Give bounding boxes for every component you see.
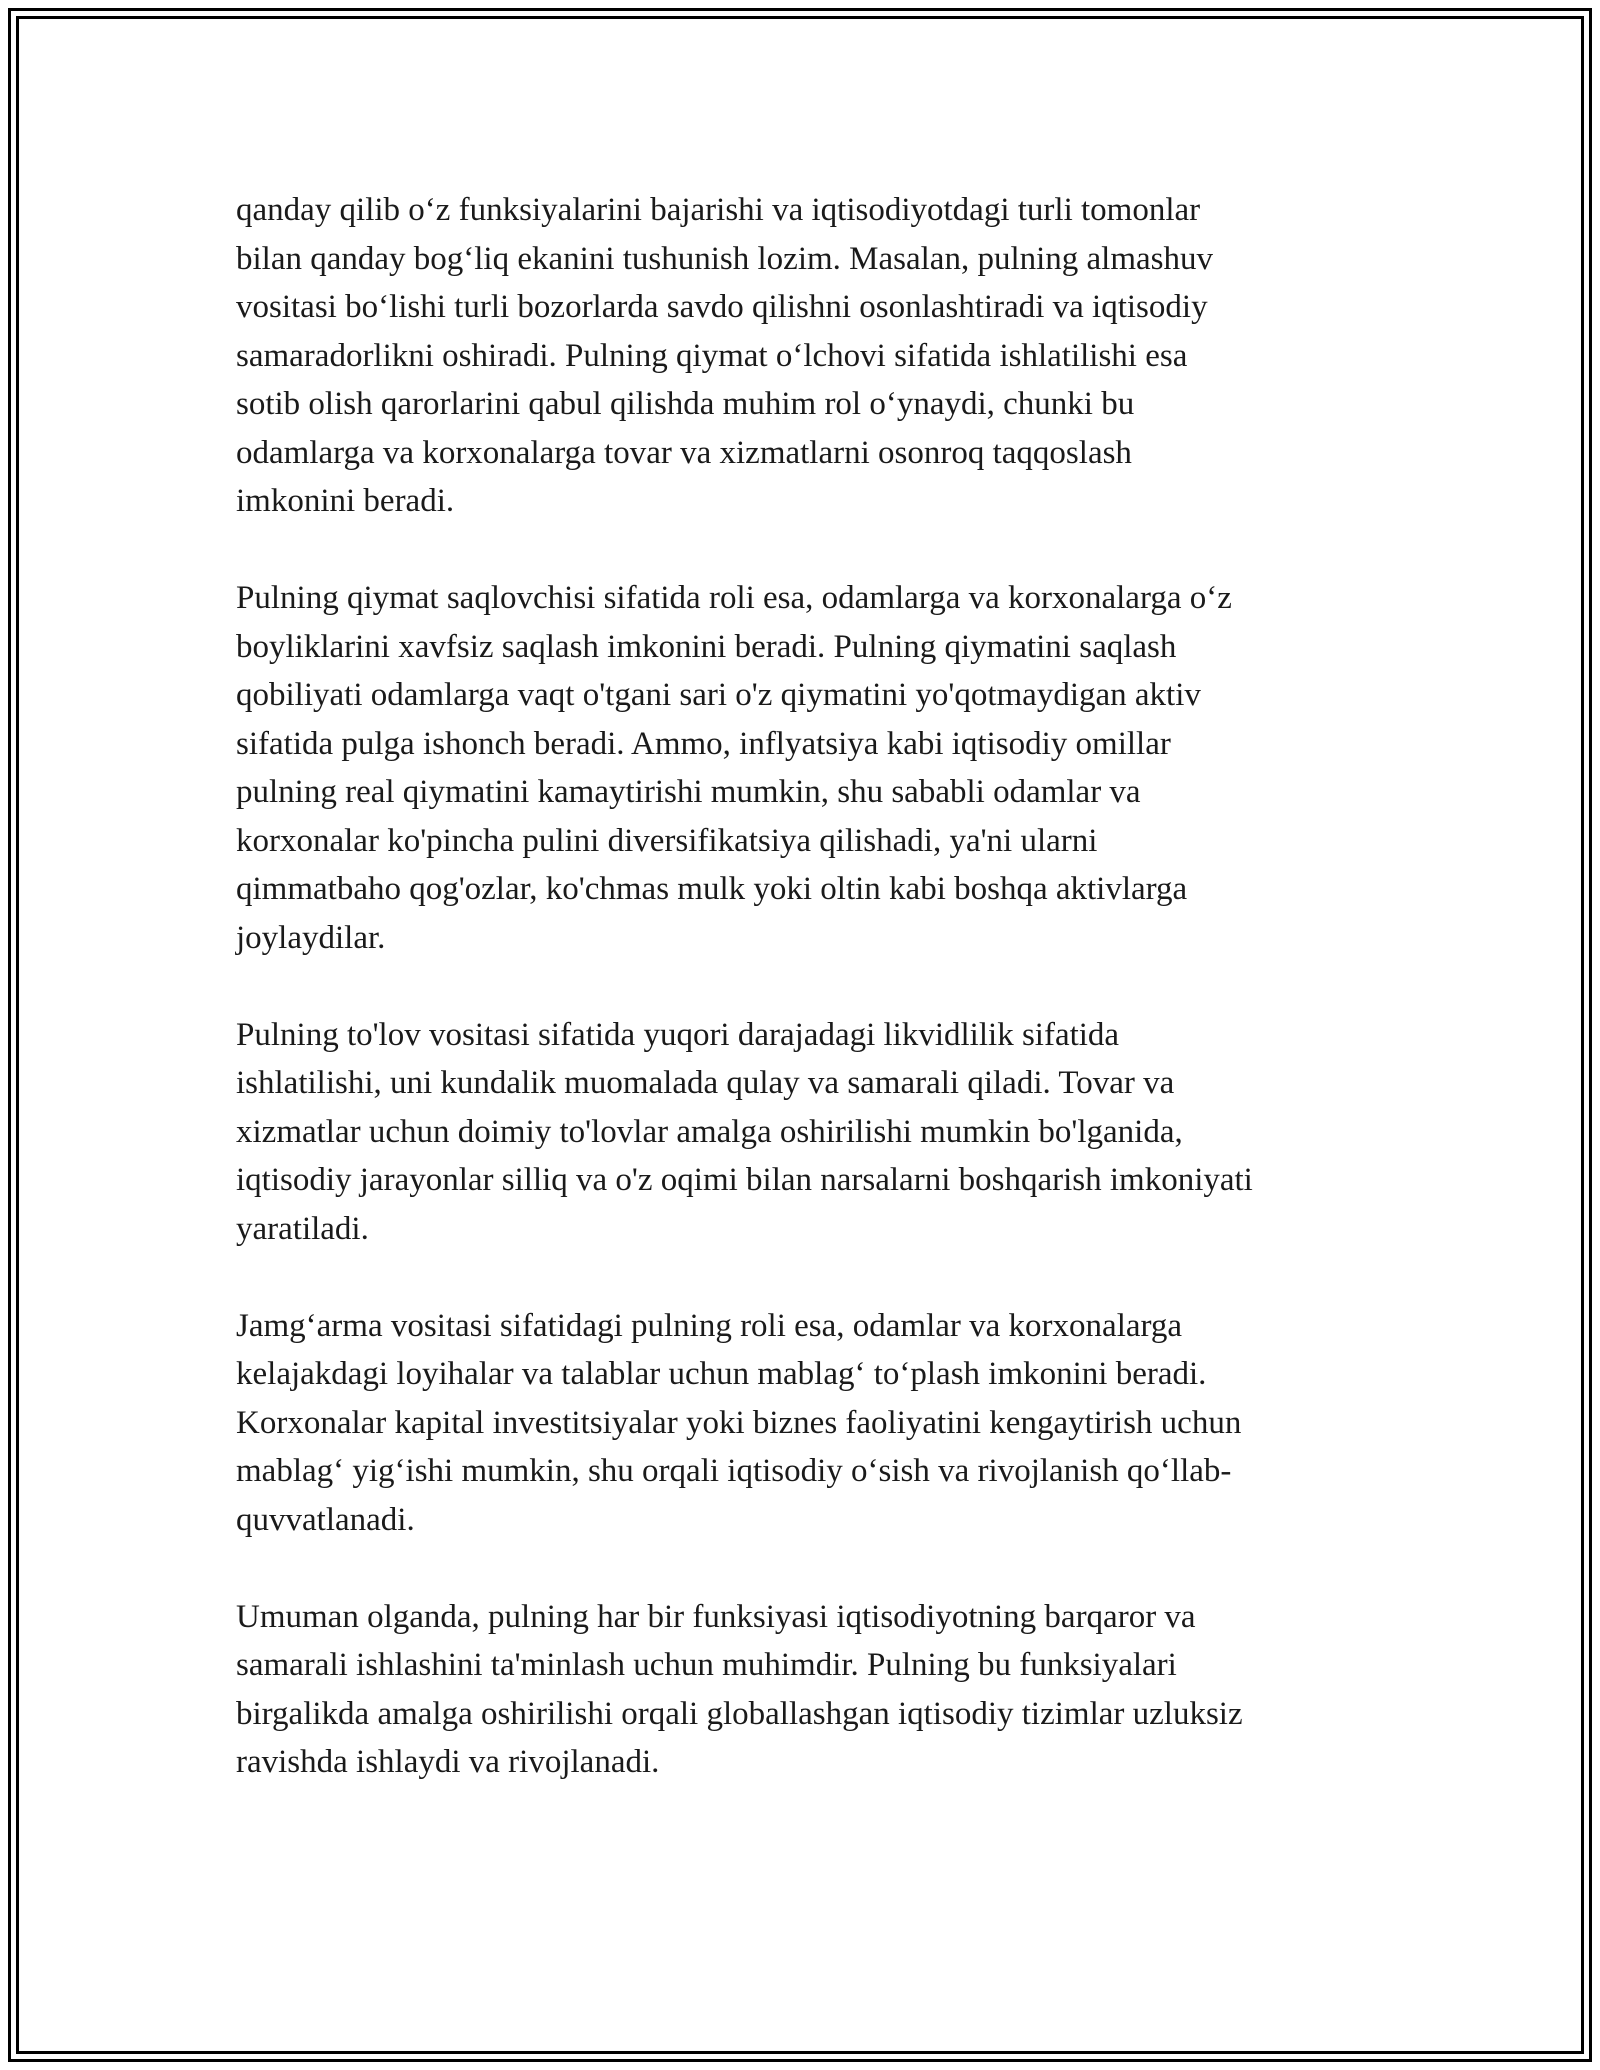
paragraph-4 xyxy=(236,1302,1386,1545)
text-line: quvvatlanadi. xyxy=(236,1501,415,1538)
text-line: imkonini beradi. xyxy=(236,483,455,519)
text-line: kelajakdagi loyihalar va talablar uchun mablag‘ to‘plash imkonini beradi. xyxy=(236,1356,1207,1392)
text-line: Umuman olganda, pulning har bir funksiyasi iqtisodiyotning barqaror va xyxy=(236,1598,1196,1635)
text-line: qimmatbaho qog'ozlar, ko'chmas mulk yoki oltin kabi boshqa aktivlarga xyxy=(236,871,1188,907)
text-line: Pulning to'lov vositasi sifatida yuqori darajadagi likvidlilik sifatida xyxy=(236,1016,1120,1053)
text-line: samarali ishlashini ta'minlash uchun muhimdir. Pulning bu funksiyalari xyxy=(236,1647,1177,1683)
text-line: samaradorlikni oshiradi. Pulning qiymat o‘lchovi sifatida ishlatilishi esa xyxy=(236,337,1188,374)
text-line: iqtisodiy jarayonlar silliq va o'z oqimi bilan narsalarni boshqarish imkoniyati xyxy=(236,1162,1253,1198)
text-line: birgalikda amalga oshirilishi orqali globallashgan iqtisodiy tizimlar uzluksiz xyxy=(236,1695,1243,1732)
text-line: Pulning qiymat saqlovchisi sifatida roli esa, odamlarga va korxonalarga o‘z xyxy=(236,580,1232,616)
paragraph-5 xyxy=(236,1593,1386,1787)
text-line: yaratiladi. xyxy=(236,1210,369,1247)
text-line: boyliklarini xavfsiz saqlash imkonini beradi. Pulning qiymatini saqlash xyxy=(236,628,1177,665)
text-line: xizmatlar uchun doimiy to'lovlar amalga oshirilishi mumkin bo'lganida, xyxy=(236,1113,1183,1150)
text-line: odamlarga va korxonalarga tovar va xizmatlarni osonroq taqqoslash xyxy=(236,434,1132,471)
text-line: sotib olish qarorlarini qabul qilishda muhim rol o‘ynaydi, chunki bu xyxy=(236,386,1135,422)
text-line: Jamg‘arma vositasi sifatidagi pulning roli esa, odamlar va korxonalarga xyxy=(236,1307,1183,1344)
paragraph-1 xyxy=(236,186,1386,526)
text-line: qobiliyati odamlarga vaqt o'tgani sari o'z qiymatini yo'qotmaydigan aktiv xyxy=(236,677,1201,713)
text-line: Korxonalar kapital investitsiyalar yoki biznes faoliyatini kengaytirish uchun xyxy=(236,1404,1242,1441)
text-line: vositasi bo‘lishi turli bozorlarda savdo qilishni osonlashtiradi va iqtisodiy xyxy=(236,289,1208,325)
paragraph-2 xyxy=(236,574,1386,962)
text-line: ravishda ishlaydi va rivojlanadi. xyxy=(236,1744,660,1780)
text-line: joylaydilar. xyxy=(236,919,386,956)
text-line: bilan qanday bog‘liq ekanini tushunish lozim. Masalan, pulning almashuv xyxy=(236,240,1214,277)
text-line: sifatida pulga ishonch beradi. Ammo, inflyatsiya kabi iqtisodiy omillar xyxy=(236,725,1171,762)
paragraph-3 xyxy=(236,1011,1386,1254)
text-line: ishlatilishi, uni kundalik muomalada qulay va samarali qiladi. Tovar va xyxy=(236,1065,1175,1101)
text-line: qanday qilib o‘z funksiyalarini bajarishi va iqtisodiyotdagi turli tomonlar xyxy=(236,192,1201,228)
text-line: korxonalar ko'pincha pulini diversifikatsiya qilishadi, ya'ni ularni xyxy=(236,822,1098,859)
text-line: mablag‘ yig‘ishi mumkin, shu orqali iqtisodiy o‘sish va rivojlanish qo‘llab- xyxy=(236,1453,1232,1489)
text-line: pulning real qiymatini kamaytirishi mumkin, shu sababli odamlar va xyxy=(236,774,1141,810)
document-body xyxy=(236,186,1386,1835)
